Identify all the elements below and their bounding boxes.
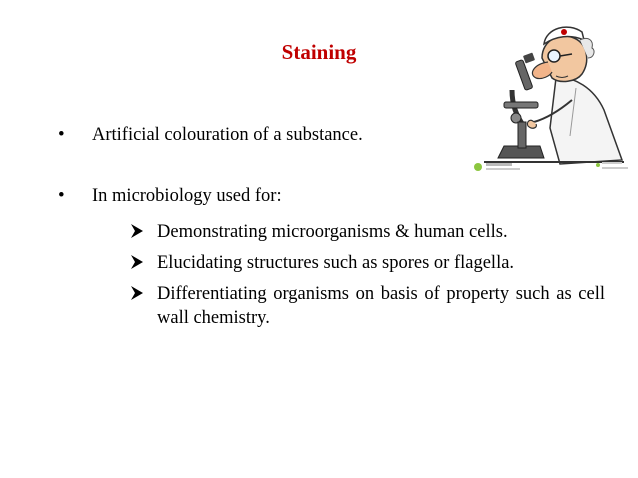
sub-bullet-3	[130, 282, 605, 330]
sub-bullet-3-text: Differentiating organisms on basis of property such as cell wall chemistry.	[157, 284, 605, 328]
bullet-dot: •	[58, 124, 65, 145]
sub-bullet-2-text: Elucidating structures such as spores or flagella.	[157, 253, 515, 273]
bullet-1	[58, 123, 363, 147]
scientist-with-microscope-icon	[464, 18, 632, 172]
sub-bullet-2	[130, 251, 514, 275]
sub-bullet-1	[130, 220, 508, 244]
watermark-strip	[470, 159, 630, 175]
arrow-bullet-icon	[130, 285, 144, 301]
bullet-2	[58, 184, 282, 208]
bullet-dot: •	[58, 185, 65, 206]
bullet-1-text: Artificial colouration of a substance.	[92, 125, 363, 145]
slide-title: Staining	[281, 40, 357, 64]
sub-bullet-1-text: Demonstrating microorganisms & human cells.	[157, 222, 508, 242]
arrow-bullet-icon	[130, 223, 144, 239]
arrow-bullet-icon	[130, 254, 144, 270]
bullet-2-text: In microbiology used for:	[92, 186, 282, 206]
